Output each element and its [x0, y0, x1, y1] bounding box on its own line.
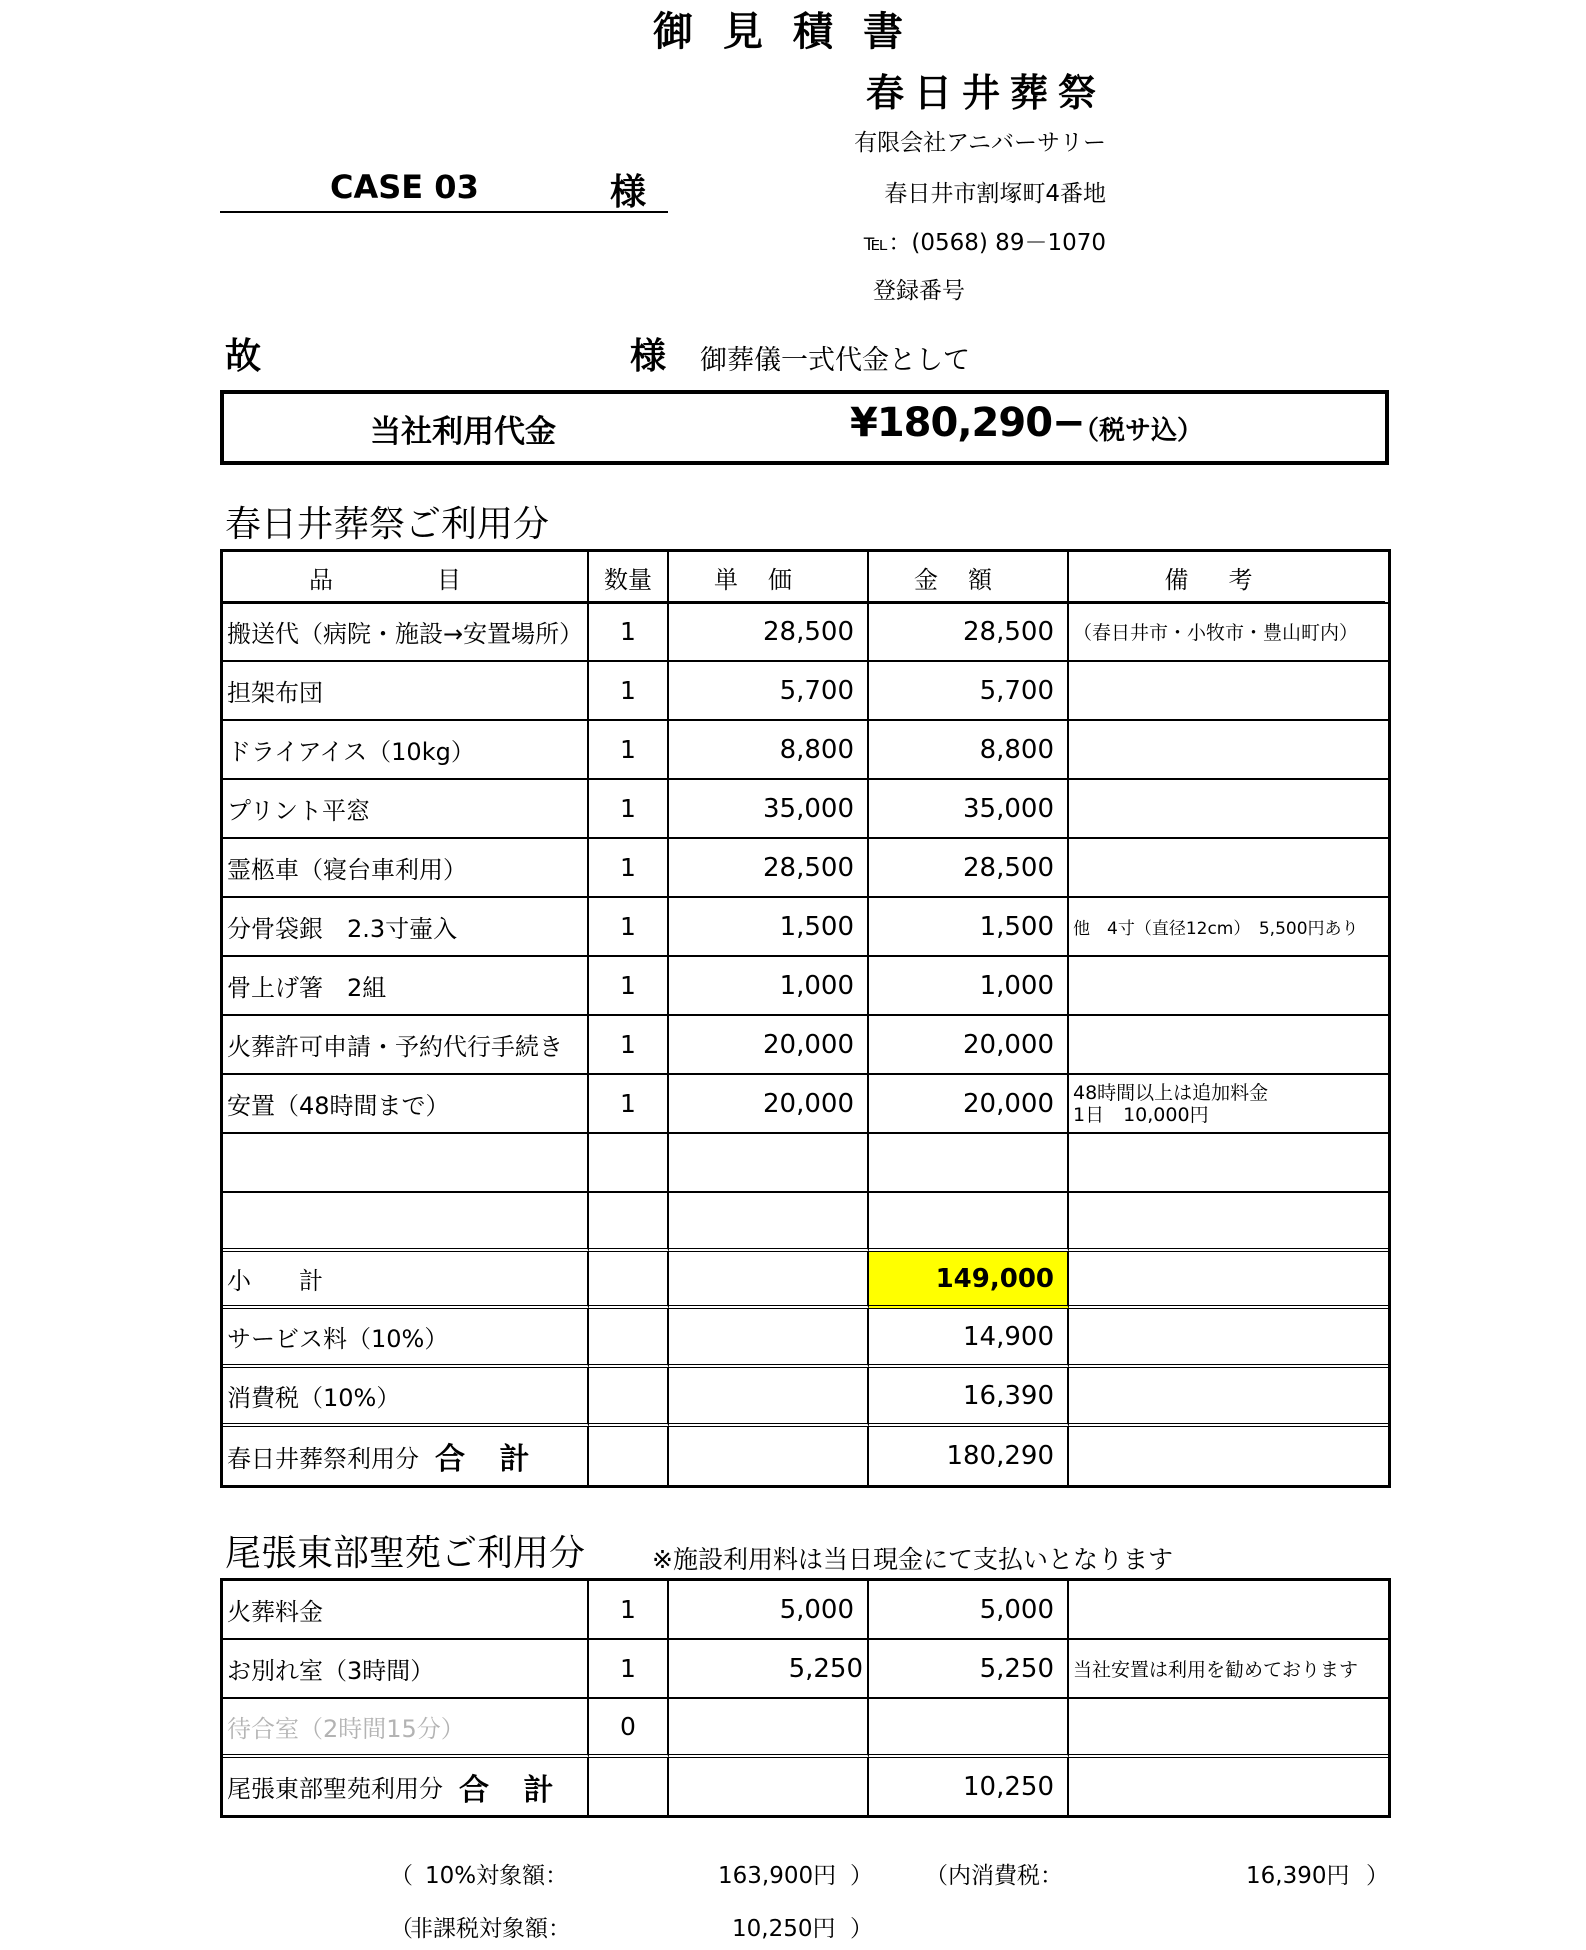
- row-amount: 20,000: [869, 1075, 1069, 1134]
- footer-close-2: ）: [850, 1916, 873, 1942]
- sum-label-cell: [223, 1758, 589, 1815]
- header-note: 備考: [1069, 552, 1388, 604]
- row-unit: [669, 1699, 869, 1758]
- row-note: 他 4寸（直径12cm） 5,500円あり: [1069, 898, 1388, 957]
- table-row: [220, 1699, 1391, 1758]
- row-item: 分骨袋銀 2.3寸壷入: [223, 898, 589, 957]
- service-label: サービス料（10%）: [223, 1309, 589, 1368]
- deceased-sama: 様: [630, 336, 667, 377]
- table-row: [220, 839, 1391, 898]
- table-row: [220, 1075, 1391, 1134]
- row-qty: 1: [589, 1640, 669, 1699]
- customer-sama: 様: [610, 172, 647, 213]
- row-unit: 1,500: [669, 898, 869, 957]
- subtotal-amount: 149,000: [869, 1252, 1069, 1309]
- table-row: [220, 603, 1391, 662]
- sum-row: [220, 1758, 1391, 1818]
- row-qty: 1: [589, 1581, 669, 1640]
- footer-label-1: 10%対象額：: [425, 1863, 569, 1889]
- row-item: 搬送代（病院・施設→安置場所）: [223, 603, 589, 662]
- row-amount: 20,000: [869, 1016, 1069, 1075]
- tax-label: 消費税（10%）: [223, 1368, 589, 1427]
- sum-row: [220, 1427, 1391, 1488]
- header-unit: 単価: [669, 552, 869, 604]
- deceased-ko: 故: [225, 336, 262, 377]
- row-note: [1069, 1075, 1388, 1134]
- row-amount: 5,000: [869, 1581, 1069, 1640]
- tax-row: [220, 1368, 1391, 1427]
- row-amount: 1,500: [869, 898, 1069, 957]
- row-unit: 1,000: [669, 957, 869, 1016]
- company-tel: ℡：(0568) 89－1070: [863, 230, 1106, 256]
- table-row: [220, 721, 1391, 780]
- row-item: ドライアイス（10kg）: [223, 721, 589, 780]
- row-amount: 28,500: [869, 839, 1069, 898]
- total-note: （税サ込）: [1073, 416, 1204, 446]
- row-unit: 5,250: [669, 1640, 869, 1699]
- footer-open-1: （: [390, 1863, 413, 1889]
- row-note: [1069, 1016, 1388, 1075]
- total-amount: ¥180,290−: [850, 400, 1085, 446]
- row-note: [1069, 839, 1388, 898]
- sum-total-word: 合 計: [435, 1442, 542, 1477]
- row-note-line1: 48時間以上は追加料金: [1073, 1081, 1269, 1104]
- registration-label: 登録番号: [873, 278, 965, 304]
- table-row: [220, 1578, 1391, 1640]
- company-legal: 有限会社アニバーサリー: [854, 130, 1106, 156]
- section2-note: ※施設利用料は当日現金にて支払いとなります: [652, 1545, 1173, 1574]
- subtotal-label: 小 計: [223, 1252, 589, 1309]
- sum-label: 春日井葬祭利用分: [227, 1444, 419, 1473]
- total-label: 当社利用代金: [370, 414, 556, 450]
- row-qty: 1: [589, 839, 669, 898]
- row-note: （春日井市・小牧市・豊山町内）: [1069, 603, 1388, 662]
- footer-value-1: 163,900円: [718, 1863, 837, 1889]
- table-row-empty: [220, 1134, 1391, 1193]
- deceased-desc: 御葬儀一式代金として: [700, 345, 970, 376]
- row-item: 火葬料金: [223, 1581, 589, 1640]
- row-unit: 28,500: [669, 603, 869, 662]
- sum-label: 尾張東部聖苑利用分: [227, 1775, 443, 1803]
- footer-close-1: ）: [850, 1863, 873, 1889]
- customer-underline: [220, 211, 668, 213]
- row-qty: 1: [589, 603, 669, 662]
- row-qty: 1: [589, 721, 669, 780]
- table-row: [220, 780, 1391, 839]
- row-item: 火葬許可申請・予約代行手続き: [223, 1016, 589, 1075]
- row-qty: 1: [589, 1016, 669, 1075]
- row-amount: 5,250: [869, 1640, 1069, 1699]
- row-qty: 1: [589, 662, 669, 721]
- row-qty: 1: [589, 898, 669, 957]
- row-amount: 35,000: [869, 780, 1069, 839]
- row-qty: 1: [589, 780, 669, 839]
- footer-tax-close: ）: [1366, 1863, 1389, 1889]
- row-note: [1069, 957, 1388, 1016]
- row-item: プリント平窓: [223, 780, 589, 839]
- sum-label-cell: [223, 1427, 589, 1485]
- header-amount: 金額: [869, 552, 1069, 604]
- service-row: [220, 1309, 1391, 1368]
- row-amount: 28,500: [869, 603, 1069, 662]
- row-qty: 0: [589, 1699, 669, 1758]
- header-qty: 数量: [589, 552, 669, 604]
- row-unit: 20,000: [669, 1075, 869, 1134]
- page-title: 御見積書: [653, 9, 933, 55]
- row-item: 霊柩車（寝台車利用）: [223, 839, 589, 898]
- row-unit: 20,000: [669, 1016, 869, 1075]
- row-note: [1069, 662, 1388, 721]
- table-row: [220, 1640, 1391, 1699]
- header-item: 品 目: [223, 552, 589, 604]
- customer-case: CASE 03: [330, 168, 479, 206]
- table-row-empty: [220, 1193, 1391, 1252]
- row-item: 安置（48時間まで）: [223, 1075, 589, 1134]
- sum-amount: 10,250: [869, 1758, 1069, 1815]
- footer-tax-value: 16,390円: [1246, 1863, 1350, 1889]
- row-note: [1069, 1581, 1388, 1640]
- company-address: 春日井市割塚町4番地: [884, 181, 1106, 207]
- company-name: 春日井葬祭: [865, 71, 1106, 115]
- row-note: 当社安置は利用を勧めております: [1069, 1640, 1388, 1699]
- table1-header: [220, 549, 1391, 604]
- footer-label-2: 非課税対象額：: [410, 1916, 571, 1942]
- footer-tax-open: （内消費税：: [925, 1863, 1063, 1889]
- row-unit: 8,800: [669, 721, 869, 780]
- row-amount: 1,000: [869, 957, 1069, 1016]
- row-item: 骨上げ箸 2組: [223, 957, 589, 1016]
- service-amount: 14,900: [869, 1309, 1069, 1368]
- row-item: 担架布団: [223, 662, 589, 721]
- footer-value-2: 10,250円: [732, 1916, 836, 1942]
- row-unit: 5,700: [669, 662, 869, 721]
- subtotal-row: [220, 1252, 1391, 1309]
- row-amount: 8,800: [869, 721, 1069, 780]
- table-row: [220, 957, 1391, 1016]
- table-row: [220, 662, 1391, 721]
- row-note: [1069, 721, 1388, 780]
- tax-amount: 16,390: [869, 1368, 1069, 1427]
- row-note: [1069, 1699, 1388, 1758]
- row-item: 待合室（2時間15分）: [223, 1699, 589, 1758]
- table-row: [220, 1016, 1391, 1075]
- row-unit: 35,000: [669, 780, 869, 839]
- table-row: [220, 898, 1391, 957]
- sum-total-word: 合 計: [459, 1772, 566, 1808]
- footer-open-2: （: [390, 1916, 413, 1942]
- row-amount: [869, 1699, 1069, 1758]
- row-note: [1069, 780, 1388, 839]
- row-note-line2: 1日 10,000円: [1073, 1103, 1209, 1126]
- section1-title: 春日井葬祭ご利用分: [225, 504, 550, 545]
- section2-title: 尾張東部聖苑ご利用分: [225, 1533, 586, 1574]
- row-unit: 5,000: [669, 1581, 869, 1640]
- row-item: お別れ室（3時間）: [223, 1640, 589, 1699]
- row-qty: 1: [589, 1075, 669, 1134]
- row-unit: 28,500: [669, 839, 869, 898]
- row-amount: 5,700: [869, 662, 1069, 721]
- sum-amount: 180,290: [869, 1427, 1069, 1485]
- row-qty: 1: [589, 957, 669, 1016]
